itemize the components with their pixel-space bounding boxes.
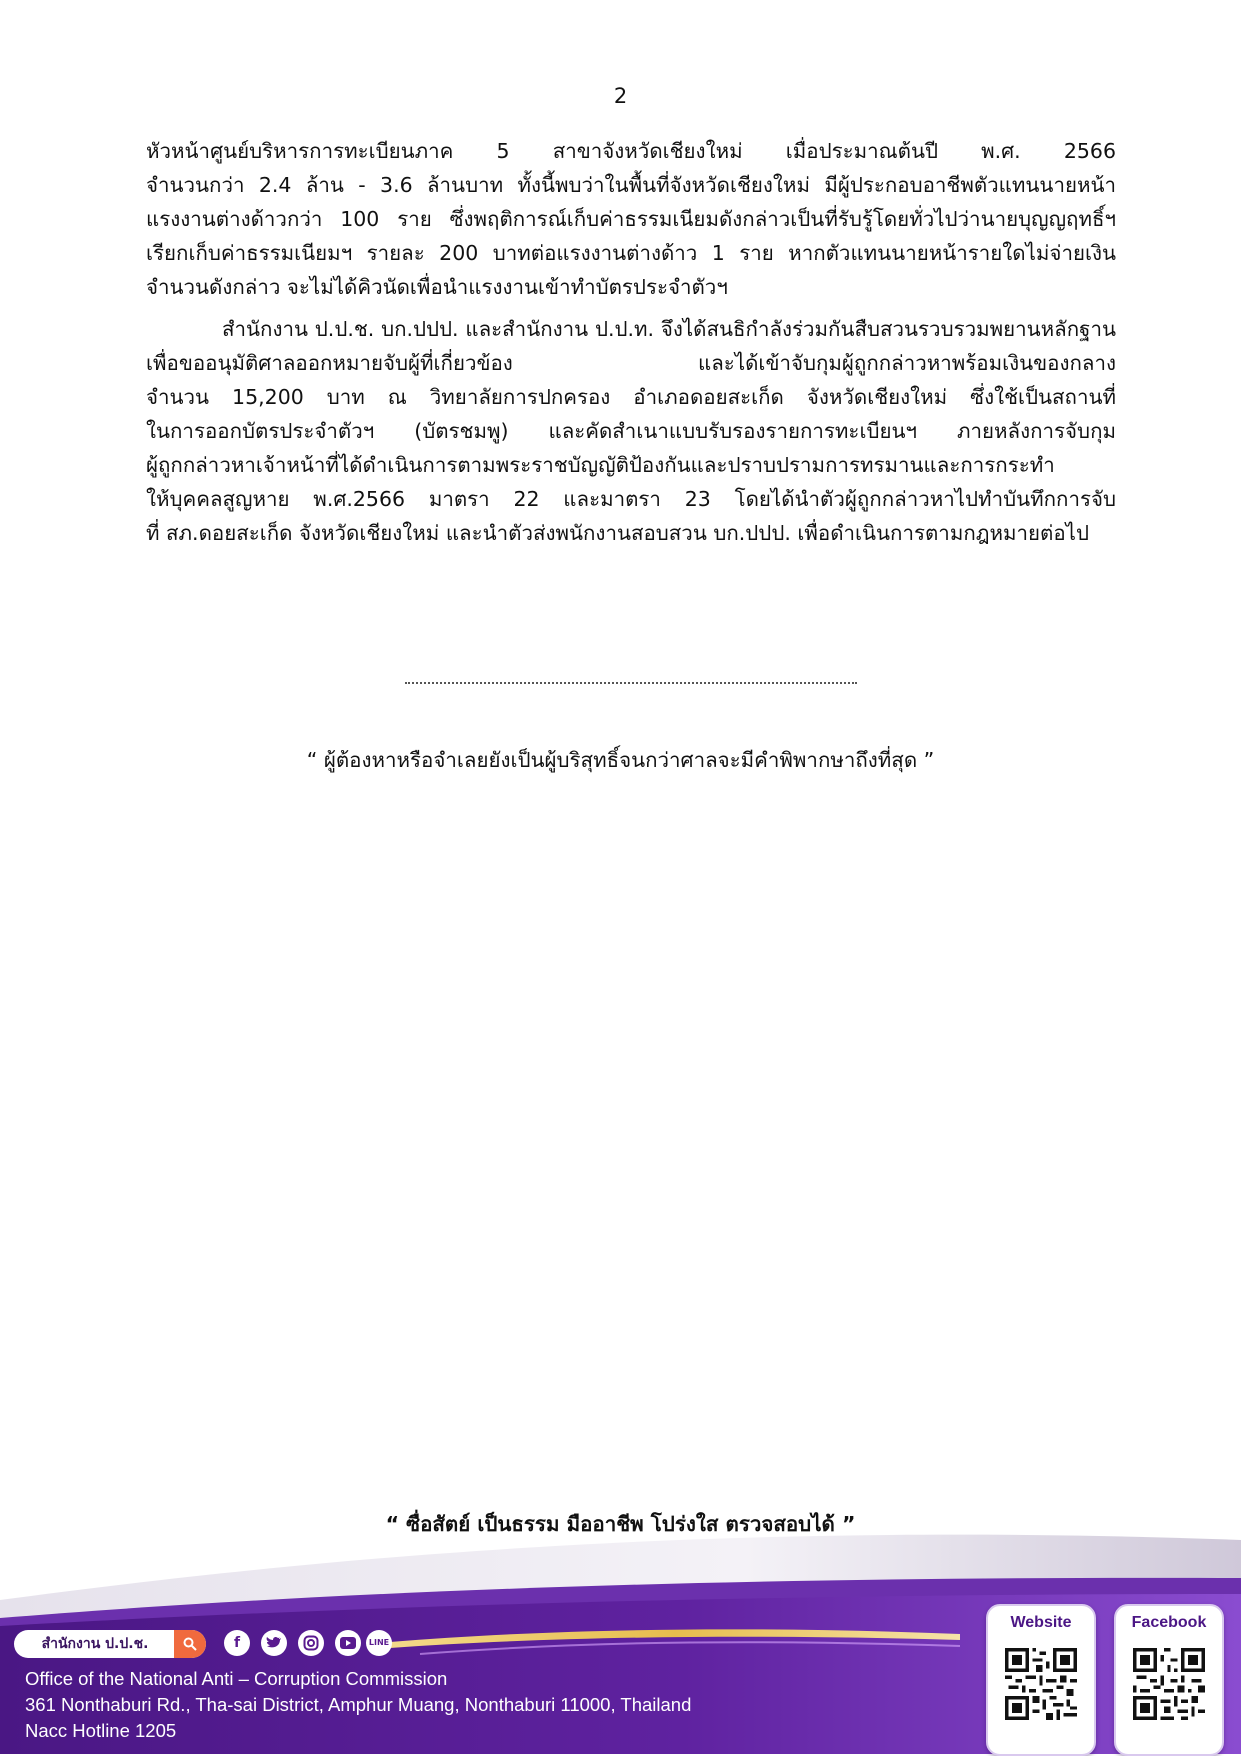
website-qr-card[interactable] xyxy=(986,1604,1096,1756)
instagram-icon[interactable] xyxy=(298,1630,324,1656)
youtube-icon[interactable] xyxy=(335,1630,361,1656)
paragraph-2 xyxy=(146,312,1116,550)
twitter-icon[interactable] xyxy=(261,1630,287,1656)
facebook-label: Facebook xyxy=(1131,1614,1207,1631)
motto: “ ซื่อสัตย์ เป็นธรรม มืออาชีพ โปร่งใส ตรวจสอบได้ ” xyxy=(385,1512,856,1536)
paragraph-line: แรงงานต่างด้าวกว่า 100 ราย ซึ่งพฤติการณ์เก็บค่าธรรมเนียมดังกล่าวเป็นที่รับรู้โดยทั่วไปว่านายบุญญฤทธิ์ฯ xyxy=(146,207,1116,231)
search-label: สำนักงาน ป.ป.ช. xyxy=(41,1636,149,1652)
paragraph-line: ที่ สภ.ดอยสะเก็ด จังหวัดเชียงใหม่ และนำตัวส่งพนักงานสอบสวน บก.ปปป. เพื่อดำเนินการตามกฎหมายต่อไป xyxy=(146,521,1089,545)
org-name: Office of the National Anti – Corruption Commission xyxy=(25,1668,448,1689)
hotline: Nacc Hotline 1205 xyxy=(25,1720,177,1741)
body-text xyxy=(146,134,1116,550)
search-icon xyxy=(183,1637,197,1651)
presumption-quote: “ ผู้ต้องหาหรือจำเลยยังเป็นผู้บริสุทธิ์จนกว่าศาลจะมีคำพิพากษาถึงที่สุด ” xyxy=(306,748,935,772)
paragraph-line: เพื่อขออนุมัติศาลออกหมายจับผู้ที่เกี่ยวข้อง และได้เข้าจับกุมผู้ถูกกล่าวหาพร้อมเงินของกลาง xyxy=(146,351,1116,375)
paragraph-line: ให้บุคคลสูญหาย พ.ศ.2566 มาตรา 22 และมาตรา 23 โดยได้นำตัวผู้ถูกกล่าวหาไปทำบันทึกการจับ xyxy=(146,487,1116,511)
paragraph-line: สำนักงาน ป.ป.ช. บก.ปปป. และสำนักงาน ป.ป.ท. จึงได้สนธิกำลังร่วมกันสืบสวนรวบรวมพยานหลักฐาน xyxy=(222,317,1116,341)
paragraph-line: จำนวน 15,200 บาท ณ วิทยาลัยการปกครอง อำเภอดอยสะเก็ด จังหวัดเชียงใหม่ ซึ่งใช้เป็นสถานที่ xyxy=(146,385,1116,409)
paragraph-line: ในการออกบัตรประจำตัวฯ (บัตรชมพู) และคัดสำเนาแบบรับรองรายการทะเบียนฯ ภายหลังการจับกุม xyxy=(146,419,1116,443)
org-address: 361 Nonthaburi Rd., Tha-sai District, Amphur Muang, Nonthaburi 11000, Thailand xyxy=(25,1694,692,1715)
paragraph-line: จำนวนดังกล่าว จะไม่ได้คิวนัดเพื่อนำแรงงานเข้าทำบัตรประจำตัวฯ xyxy=(146,275,728,299)
paragraph-line: จำนวนกว่า 2.4 ล้าน - 3.6 ล้านบาท ทั้งนี้พบว่าในพื้นที่จังหวัดเชียงใหม่ มีผู้ประกอบอาชีพตัวแทนนายหน้า xyxy=(146,173,1116,197)
dotted-separator xyxy=(405,682,857,684)
facebook-qr-card[interactable] xyxy=(1114,1604,1224,1756)
paragraph-line: เรียกเก็บค่าธรรมเนียมฯ รายละ 200 บาทต่อแรงงานต่างด้าว 1 ราย หากตัวแทนนายหน้ารายใดไม่จ่ายเงิน xyxy=(146,241,1116,265)
paragraph-line: ผู้ถูกกล่าวหาเจ้าหน้าที่ได้ดำเนินการตามพระราชบัญญัติป้องกันและปราบปรามการทรมานและการกระทำ xyxy=(146,453,1055,477)
facebook-qr-code-icon xyxy=(1133,1648,1205,1720)
footer-contact xyxy=(25,1666,691,1744)
search-button[interactable] xyxy=(174,1630,206,1658)
site-search[interactable] xyxy=(14,1630,206,1658)
website-qr-code-icon xyxy=(1005,1648,1077,1720)
facebook-icon[interactable]: f xyxy=(224,1630,250,1656)
page-number: 2 xyxy=(613,84,628,108)
paragraph-line: หัวหน้าศูนย์บริหารการทะเบียนภาค 5 สาขาจังหวัดเชียงใหม่ เมื่อประมาณต้นปี พ.ศ. 2566 xyxy=(146,139,1116,163)
line-icon[interactable]: LINE xyxy=(366,1630,392,1656)
paragraph-1 xyxy=(146,134,1116,304)
website-label: Website xyxy=(1010,1614,1072,1631)
